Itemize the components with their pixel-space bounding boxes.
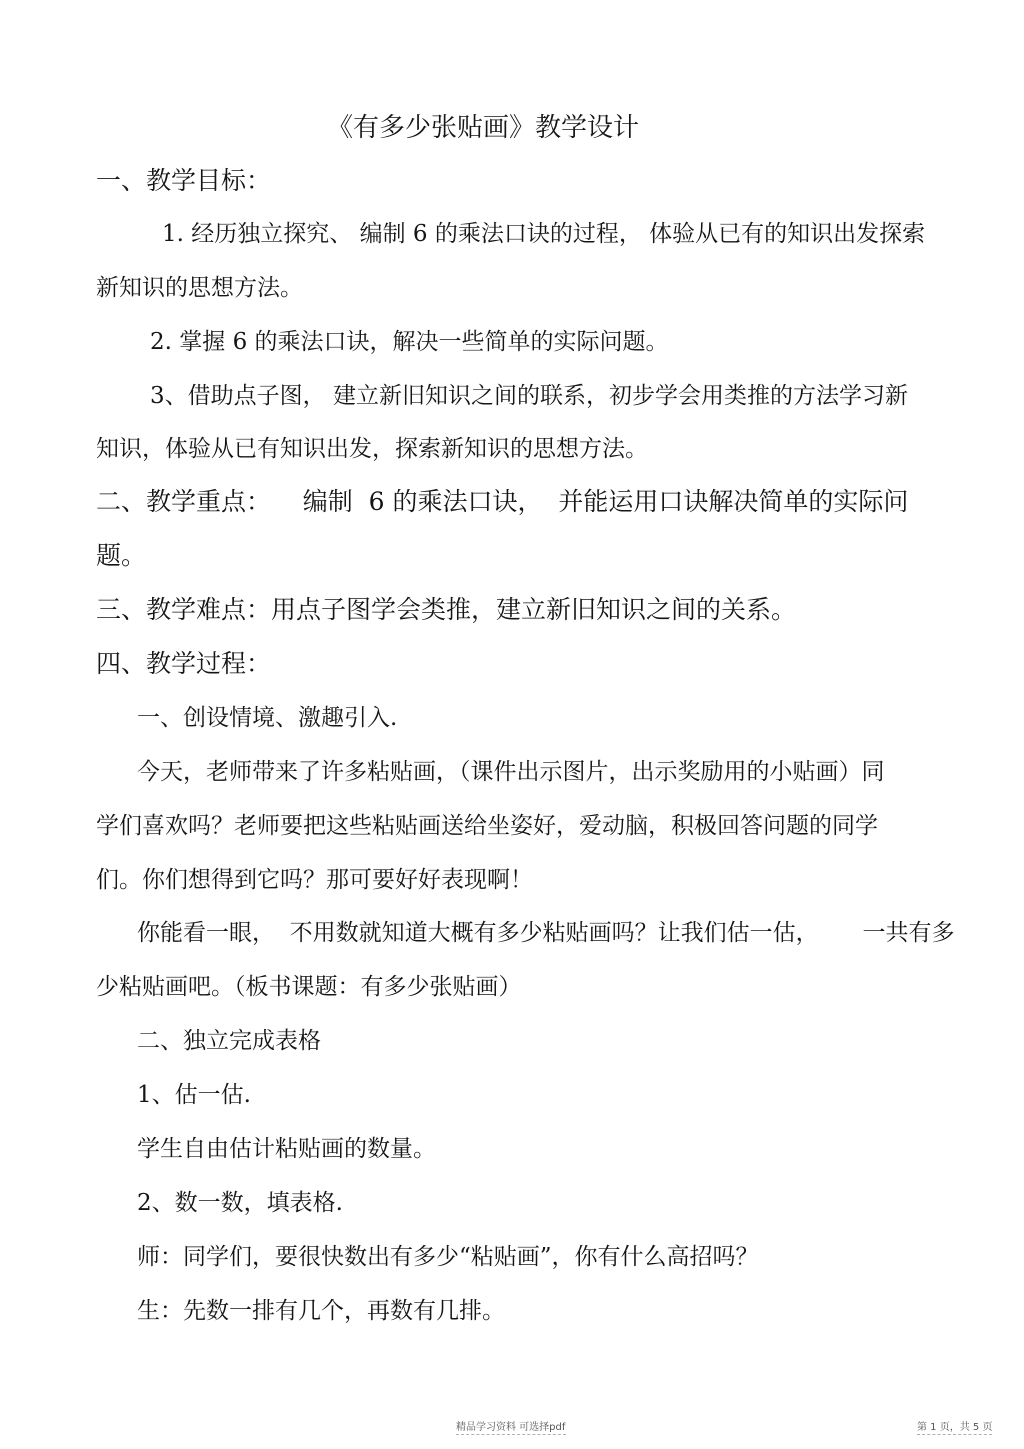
- goal-2: 2. 掌握 6 的乘法口诀，解决一些简单的实际问题。: [150, 329, 669, 355]
- step2-1-text: 学生自由估计粘贴画的数量。: [137, 1136, 436, 1162]
- footer-page-number: 第 1 页，共 5 页: [917, 1422, 993, 1433]
- process-heading: 四、教学过程：: [96, 649, 272, 678]
- footer-left-divider: [456, 1434, 566, 1435]
- key-points-line2: 题。: [96, 541, 147, 570]
- footer-left-text: 精品学习资料 可选择pdf: [456, 1422, 566, 1433]
- step1-p2-line2: 少粘贴画吧。（板书课题：有多少张贴画）: [96, 974, 522, 1000]
- student-line: 生：先数一排有几个，再数有几排。: [137, 1298, 505, 1324]
- goal-3-line2: 知识，体验从已有知识出发，探索新知识的思想方法。: [96, 436, 648, 462]
- footer-right-divider: [917, 1434, 992, 1435]
- goal-1-line2: 新知识的思想方法。: [96, 275, 303, 301]
- document-title: 《有多少张贴画》教学设计: [327, 113, 640, 143]
- teacher-line: 师：同学们，要很快数出有多少“粘贴画”，你有什么高招吗？: [137, 1244, 759, 1270]
- goal-1-line1: 1. 经历独立探究、 编制 6 的乘法口诀的过程， 体验从已有的知识出发探索: [162, 221, 926, 247]
- step1-p1-line2: 学们喜欢吗？老师要把这些粘贴画送给坐姿好，爱动脑，积极回答问题的同学: [96, 813, 878, 839]
- difficulty: 三、教学难点：用点子图学会类推，建立新旧知识之间的关系。: [96, 595, 797, 624]
- key-points-line1: 二、教学重点： 编制 6 的乘法口诀， 并能运用口诀解决简单的实际问: [96, 487, 909, 516]
- step1-p1-line3: 们。你们想得到它吗？那可要好好表现啊！: [96, 867, 533, 893]
- goal-3-line1: 3、借助点子图， 建立新旧知识之间的联系，初步学会用类推的方法学习新: [150, 383, 908, 409]
- step2-1: 1、估一估.: [137, 1082, 251, 1108]
- goals-heading: 一、教学目标：: [96, 166, 272, 195]
- step2-2: 2、数一数，填表格.: [137, 1190, 343, 1216]
- step2-heading: 二、独立完成表格: [137, 1028, 321, 1054]
- step1-p1-line1: 今天，老师带来了许多粘贴画，（课件出示图片，出示奖励用的小贴画）同: [137, 759, 885, 785]
- step1-p2-line1: 你能看一眼， 不用数就知道大概有多少粘贴画吗？让我们估一估， 一共有多: [137, 920, 955, 946]
- step1-heading: 一、创设情境、激趣引入.: [137, 705, 398, 731]
